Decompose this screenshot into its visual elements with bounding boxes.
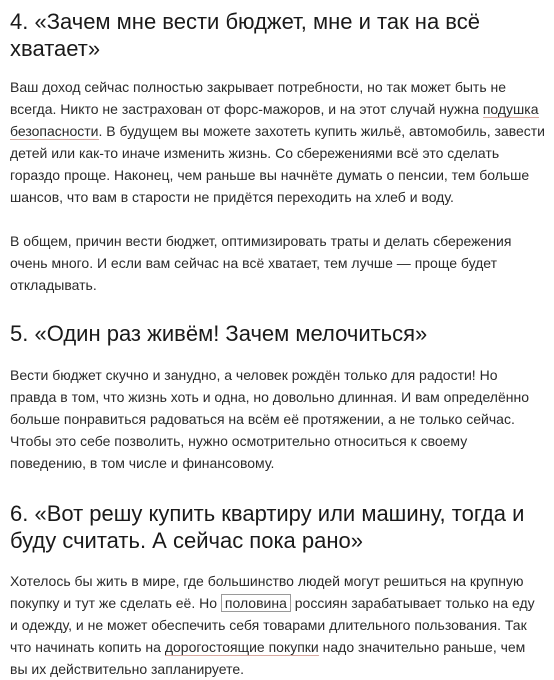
section-4-paragraph-2: В общем, причин вести бюджет, оптимизировать траты и делать сбережения очень много. И если вам сейчас на всё хватает, тем лучше — проще будет откладывать.: [10, 233, 512, 293]
text-run: . В будущем вы можете захотеть купить жильё, автомобиль, завести детей или как-то иначе изменить жизнь. Со сбережениями всё это сделать гораздо проще. Наконец, чем раньше вы начнёте думать о пенсии, тем больше шансов, что вам в старости не придётся переходить на хлеб и воду.: [10, 123, 546, 205]
text-run: Ваш доход сейчас полностью закрывает потребности, но так может быть не всегда. Никто не застрахован от форс-мажоров, и на этот случай нужна: [10, 79, 507, 117]
section-5-paragraph-1: Вести бюджет скучно и занудно, а человек рождён только для радости! Но правда в том, что жизнь хоть и одна, но довольно длинная. И вам определённо больше понравиться радоваться на всём её протяжении, а не только сейчас. Чтобы это себе позволить, нужно осмотрительно относиться к своему поведению, в том числе и финансовому.: [10, 367, 529, 471]
text-run: Хотелось бы жить в мире, где большинство людей могут решиться на крупную покупку и тут же сделать её. Но: [10, 573, 524, 611]
text-run: россиян зарабатывает только на еду и одежду, и не может обеспечить себя товарами длительного пользования. Так что начинать копить на: [10, 595, 535, 655]
section-5-heading: 5. «Один раз живём! Зачем мелочиться»: [10, 321, 428, 346]
expensive-purchases-link[interactable]: дорогостоящие покупки: [164, 639, 319, 655]
section-4-heading: 4. «Зачем мне вести бюджет, мне и так на всё хватает»: [10, 9, 480, 61]
section-4-paragraph-1: [10, 76, 546, 208]
safety-cushion-link[interactable]: подушка безопасности: [10, 101, 539, 139]
text-run: надо значительно раньше, чем вы их действительно запланируете.: [10, 639, 526, 677]
section-6-paragraph-1: [10, 570, 546, 680]
section-6-heading: 6. «Вот решу купить квартиру или машину, тогда и буду считать. А сейчас пока рано»: [10, 501, 525, 553]
highlighted-word[interactable]: половина: [221, 594, 291, 612]
